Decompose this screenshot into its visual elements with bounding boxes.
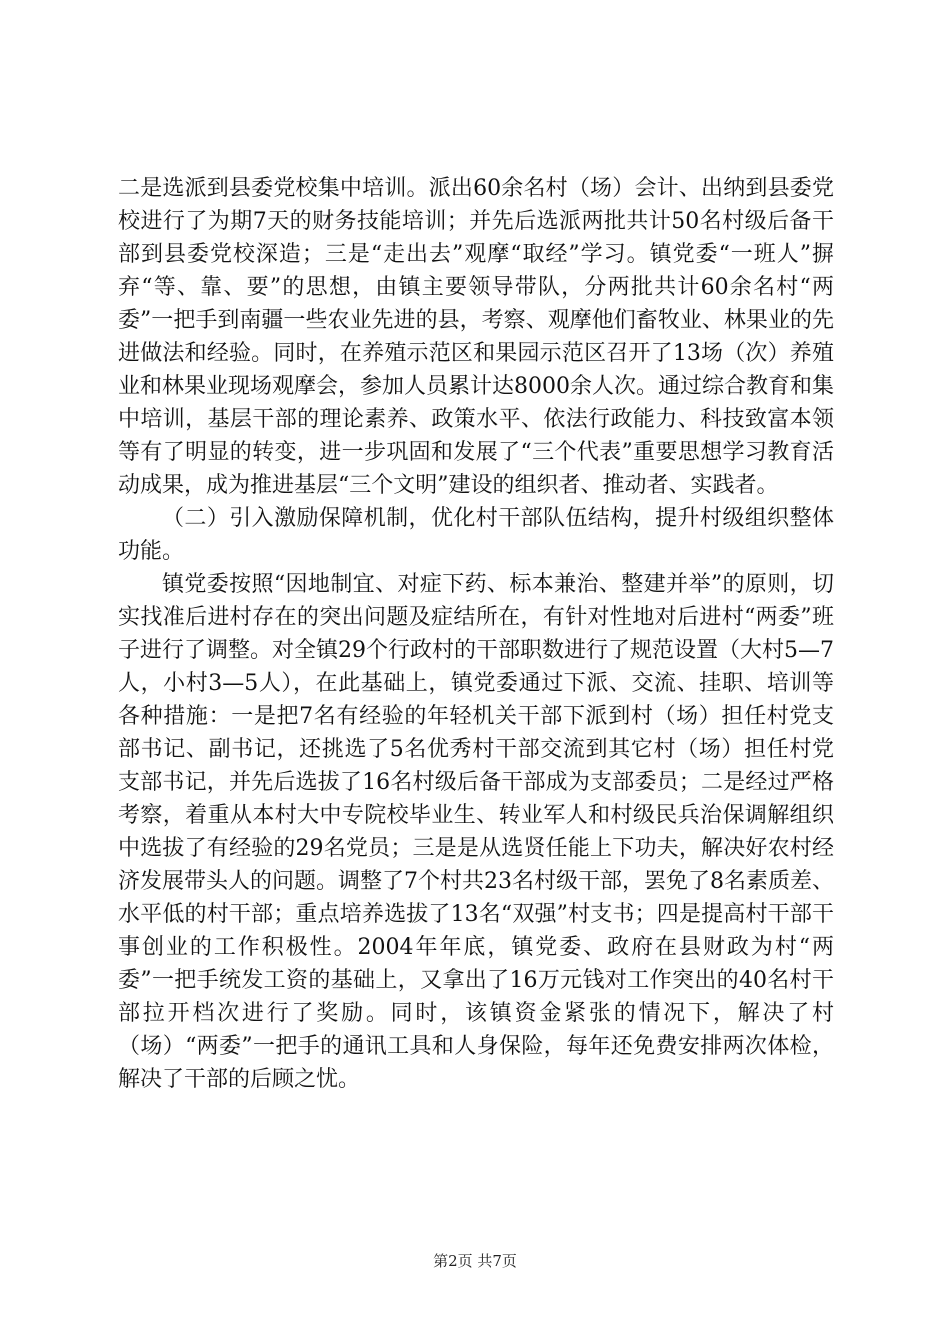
page-number: 第2页 共7页 xyxy=(433,1252,517,1270)
section-heading-incentive: （二）引入激励保障机制，优化村干部队伍结构，提升村级组织整体功能。 xyxy=(118,506,834,564)
paragraph-training: 二是选派到县委党校集中培训。派出60余名村（场）会计、出纳到县委党校进行了为期7天的财务技能培训；并先后选派两批共计50名村级后备干部到县委党校深造；三是“走出去”观摩“取经”学习。镇党委“一班人”摒弃“等、靠、要”的思想，由镇主要领导带队，分两批共计60余名村“两委”一把手到南疆一些农业先进的县，考察、观摩他们畜牧业、林果业的先进做法和经验。同时，在养殖示范区和果园示范区召开了13场（次）养殖业和林果业现场观摩会，参加人员累计达8000余人次。通过综合教育和集中培训，基层干部的理论素养、政策水平、依法行政能力、科技致富本领等有了明显的转变，进一步巩固和发展了“三个代表”重要思想学习教育活动成果，成为推进基层“三个文明”建设的组织者、推动者、实践者。 xyxy=(118,176,834,498)
document-body xyxy=(118,172,834,1096)
paragraph-adjustment: 镇党委按照“因地制宜、对症下药、标本兼治、整建并举”的原则，切实找准后进村存在的突出问题及症结所在，有针对性地对后进村“两委”班子进行了调整。对全镇29个行政村的干部职数进行了规范设置（大村5—7人，小村3—5人），在此基础上，镇党委通过下派、交流、挂职、培训等各种措施：一是把7名有经验的年轻机关干部下派到村（场）担任村党支部书记、副书记，还挑选了5名优秀村干部交流到其它村（场）担任村党支部书记，并先后选拔了16名村级后备干部成为支部委员；二是经过严格考察，着重从本村大中专院校毕业生、转业军人和村级民兵治保调解组织中选拔了有经验的29名党员；三是是从选贤任能上下功夫，解决好农村经济发展带头人的问题。调整了7个村共23名村级干部，罢免了8名素质差、水平低的村干部；重点培养选拔了13名“双强”村支书；四是提高村干部干事创业的工作积极性。2004年年底，镇党委、政府在县财政为村“两委”一把手统发工资的基础上，又拿出了16万元钱对工作突出的40名村干部拉开档次进行了奖励。同时，该镇资金紧张的情况下，解决了村（场）“两委”一把手的通讯工具和人身保险，每年还免费安排两次体检，解决了干部的后顾之忧。 xyxy=(118,572,834,1092)
